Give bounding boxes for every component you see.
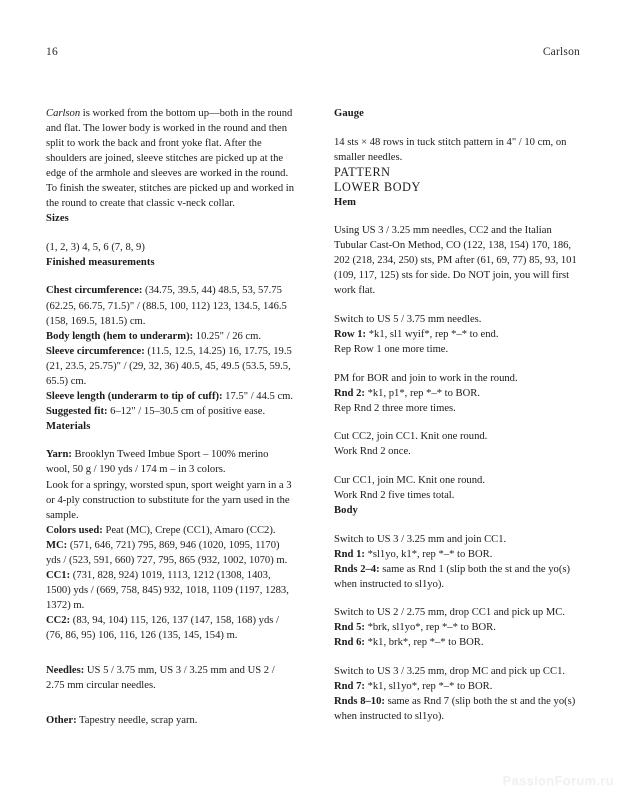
heading-materials: Materials bbox=[46, 420, 91, 432]
measurement-label: Body length (hem to underarm): bbox=[46, 330, 194, 342]
measurement-sleeve-length bbox=[46, 389, 294, 404]
hem-rep-row-1: Rep Row 1 one more time. bbox=[334, 344, 449, 356]
hem-flat-instructions bbox=[334, 312, 582, 357]
yarn-value: Brooklyn Tweed Imbue Sport – 100% merino wool, 50 g / 190 yds / 174 m – in 3 colors. bbox=[46, 449, 269, 476]
measurement-value: 10.25" / 26 cm. bbox=[193, 330, 262, 342]
body-rnd-5 bbox=[334, 620, 582, 635]
materials-cc2-yardage bbox=[46, 613, 294, 643]
measurement-value: (11.5, 12.5, 14.25) 16, 17.75, 19.5 (21, 23.5, 25.75)" / (29, 32, 36) 40.5, 45, 49.5 (53.5, 59.5, 65.5) cm. bbox=[46, 345, 292, 387]
rnd-label: Rnds 8–10: bbox=[334, 695, 385, 707]
heading-finished-measurements: Finished measurements bbox=[46, 256, 155, 268]
rnd-value: *k1, brk*, rep *–* to BOR. bbox=[364, 637, 484, 649]
body-rnds-8-10 bbox=[334, 694, 582, 724]
hem-cut-cc1: Cur CC1, join MC. Knit one round. bbox=[334, 474, 485, 486]
row-value: *k1, sl1 wyif*, rep *–* to end. bbox=[366, 329, 499, 341]
materials-substitute-note: Look for a springy, worsted spun, sport weight yarn in a 3 or 4-ply construction to substitute for the yarn used in the sample. bbox=[46, 479, 292, 521]
left-column bbox=[46, 106, 294, 728]
materials-cc1-yardage bbox=[46, 568, 294, 613]
rnd-value: same as Rnd 7 (slip both the st and the yo(s) when instructed to sl1yo). bbox=[334, 695, 576, 722]
rnd-label: Rnd 2: bbox=[334, 387, 365, 399]
hem-rep-rnd-2: Rep Rnd 2 three more times. bbox=[334, 402, 456, 414]
measurement-value: (34.75, 39.5, 44) 48.5, 53, 57.75 (62.25, 66.75, 71.5)" / (88.5, 100, 112) 123, 134.5, 146.5 (158, 169.5, 181.5) cm. bbox=[46, 285, 287, 327]
hem-row-1 bbox=[334, 327, 582, 342]
heading-body: Body bbox=[334, 504, 358, 516]
measurement-value: 17.5" / 44.5 cm. bbox=[222, 390, 294, 402]
hem-cut-cc2-block bbox=[334, 429, 582, 459]
measurement-suggested-fit bbox=[46, 404, 294, 419]
body-switch-3: Switch to US 3 / 3.25 mm, drop MC and pick up CC1. bbox=[334, 665, 566, 677]
needles-label: Needles: bbox=[46, 665, 85, 677]
materials-other bbox=[46, 713, 294, 728]
hem-cut-cc2: Cut CC2, join CC1. Knit one round. bbox=[334, 431, 488, 443]
row-label: Row 1: bbox=[334, 329, 367, 341]
measurement-value: 6–12" / 15–30.5 cm of positive ease. bbox=[107, 405, 266, 417]
other-label: Other: bbox=[46, 715, 77, 727]
cc1-label: CC1: bbox=[46, 569, 71, 581]
measurement-body-length bbox=[46, 329, 294, 344]
hem-round-instructions bbox=[334, 371, 582, 416]
materials-colors-used bbox=[46, 523, 294, 538]
body-switch-1: Switch to US 3 / 3.25 mm and join CC1. bbox=[334, 533, 507, 545]
mc-label: MC: bbox=[46, 539, 68, 551]
measurement-chest-circumference bbox=[46, 283, 294, 328]
body-block-2 bbox=[334, 605, 582, 650]
measurement-label: Suggested fit: bbox=[46, 405, 108, 417]
hem-work-rnd-2-five: Work Rnd 2 five times total. bbox=[334, 489, 455, 501]
needles-value: US 5 / 3.75 mm, US 3 / 3.25 mm and US 2 / 2.75 mm circular needles. bbox=[46, 665, 275, 692]
body-rnd-6 bbox=[334, 635, 582, 650]
mc-value: (571, 646, 721) 795, 869, 946 (1020, 1095, 1170) yds / (523, 591, 660) 727, 795, 865 (932, 1002, 1070) m. bbox=[46, 539, 288, 566]
two-column-layout bbox=[46, 106, 580, 728]
running-head bbox=[46, 46, 580, 62]
rnd-label: Rnds 2–4: bbox=[334, 563, 380, 575]
measurement-label: Sleeve length (underarm to tip of cuff): bbox=[46, 390, 223, 402]
measurement-label: Sleeve circumference: bbox=[46, 345, 145, 357]
other-value: Tapestry needle, scrap yarn. bbox=[76, 715, 198, 727]
hem-rnd-2 bbox=[334, 386, 582, 401]
rnd-label: Rnd 1: bbox=[334, 548, 365, 560]
sizes-value: (1, 2, 3) 4, 5, 6 (7, 8, 9) bbox=[46, 241, 145, 253]
rnd-label: Rnd 7: bbox=[334, 680, 365, 692]
colors-label: Colors used: bbox=[46, 524, 103, 536]
colors-value: Peat (MC), Crepe (CC1), Amaro (CC2). bbox=[102, 524, 276, 536]
rnd-label: Rnd 6: bbox=[334, 637, 365, 649]
body-rnd-1 bbox=[334, 547, 582, 562]
materials-needles bbox=[46, 663, 294, 693]
hem-work-rnd-2-once: Work Rnd 2 once. bbox=[334, 446, 411, 458]
rnd-value: *brk, sl1yo*, rep *–* to BOR. bbox=[364, 622, 496, 634]
heading-sizes: Sizes bbox=[46, 213, 69, 225]
cc2-value: (83, 94, 104) 115, 126, 137 (147, 158, 168) yds / (76, 86, 95) 106, 116, 126 (135, 145, 154) m. bbox=[46, 614, 279, 641]
body-switch-2: Switch to US 2 / 2.75 mm, drop CC1 and pick up MC. bbox=[334, 607, 566, 619]
page-number: 16 bbox=[46, 46, 58, 58]
cc2-label: CC2: bbox=[46, 614, 71, 626]
rnd-value: *k1, p1*, rep *–* to BOR. bbox=[364, 387, 480, 399]
heading-gauge: Gauge bbox=[334, 108, 364, 119]
rnd-value: *k1, sl1yo*, rep *–* to BOR. bbox=[364, 680, 493, 692]
yarn-label: Yarn: bbox=[46, 449, 72, 461]
measurement-label: Chest circumference: bbox=[46, 285, 143, 297]
hem-cast-on: Using US 3 / 3.25 mm needles, CC2 and the Italian Tubular Cast-On Method, CO (122, 138, 154) 170, 186, 202 (218, 234, 250) sts, PM after (61, 69, 77) 85, 93, 101 (109, 117, 125) sts for side. Do NOT join, you will first work flat. bbox=[334, 225, 577, 297]
heading-hem: Hem bbox=[334, 196, 357, 208]
body-rnd-7 bbox=[334, 679, 582, 694]
intro-text: is worked from the bottom up—both in the round and flat. The lower body is worked in the round and then split to work the back and front yoke flat. After the shoulders are joined, sleeve stitches are picked up at the edge of the armhole and sleeves are worked in the round. To finish the sweater, stitches are picked up and worked in the round to create that classic v-neck collar. bbox=[46, 108, 295, 210]
rnd-value: *sl1yo, k1*, rep *–* to BOR. bbox=[364, 548, 493, 560]
measurement-sleeve-circumference bbox=[46, 344, 294, 389]
hem-switch-needles: Switch to US 5 / 3.75 mm needles. bbox=[334, 314, 482, 326]
heading-pattern: PATTERN bbox=[334, 164, 391, 179]
body-block-1 bbox=[334, 532, 582, 592]
cc1-value: (731, 828, 924) 1019, 1113, 1212 (1308, 1403, 1500) yds / (669, 758, 845) 932, 1018, 1109 (1197, 1283, 1372) m. bbox=[46, 569, 289, 611]
gauge-text: 14 sts × 48 rows in tuck stitch pattern in 4" / 10 cm, on smaller needles. bbox=[334, 136, 567, 163]
rnd-label: Rnd 5: bbox=[334, 622, 365, 634]
body-block-3 bbox=[334, 664, 582, 724]
pattern-name: Carlson bbox=[46, 108, 81, 119]
right-column bbox=[334, 106, 582, 728]
hem-pm-bor: PM for BOR and join to work in the round. bbox=[334, 372, 518, 384]
running-title: Carlson bbox=[542, 46, 580, 58]
rnd-value: same as Rnd 1 (slip both the st and the yo(s) when instructed to sl1yo). bbox=[334, 563, 570, 590]
heading-lower-body: LOWER BODY bbox=[334, 179, 421, 194]
materials-mc-yardage bbox=[46, 538, 294, 568]
site-watermark: PassionForum.ru bbox=[502, 773, 614, 788]
intro-paragraph bbox=[46, 106, 294, 211]
body-rnds-2-4 bbox=[334, 562, 582, 592]
hem-cut-cc1-block bbox=[334, 473, 582, 503]
materials-yarn bbox=[46, 447, 294, 477]
